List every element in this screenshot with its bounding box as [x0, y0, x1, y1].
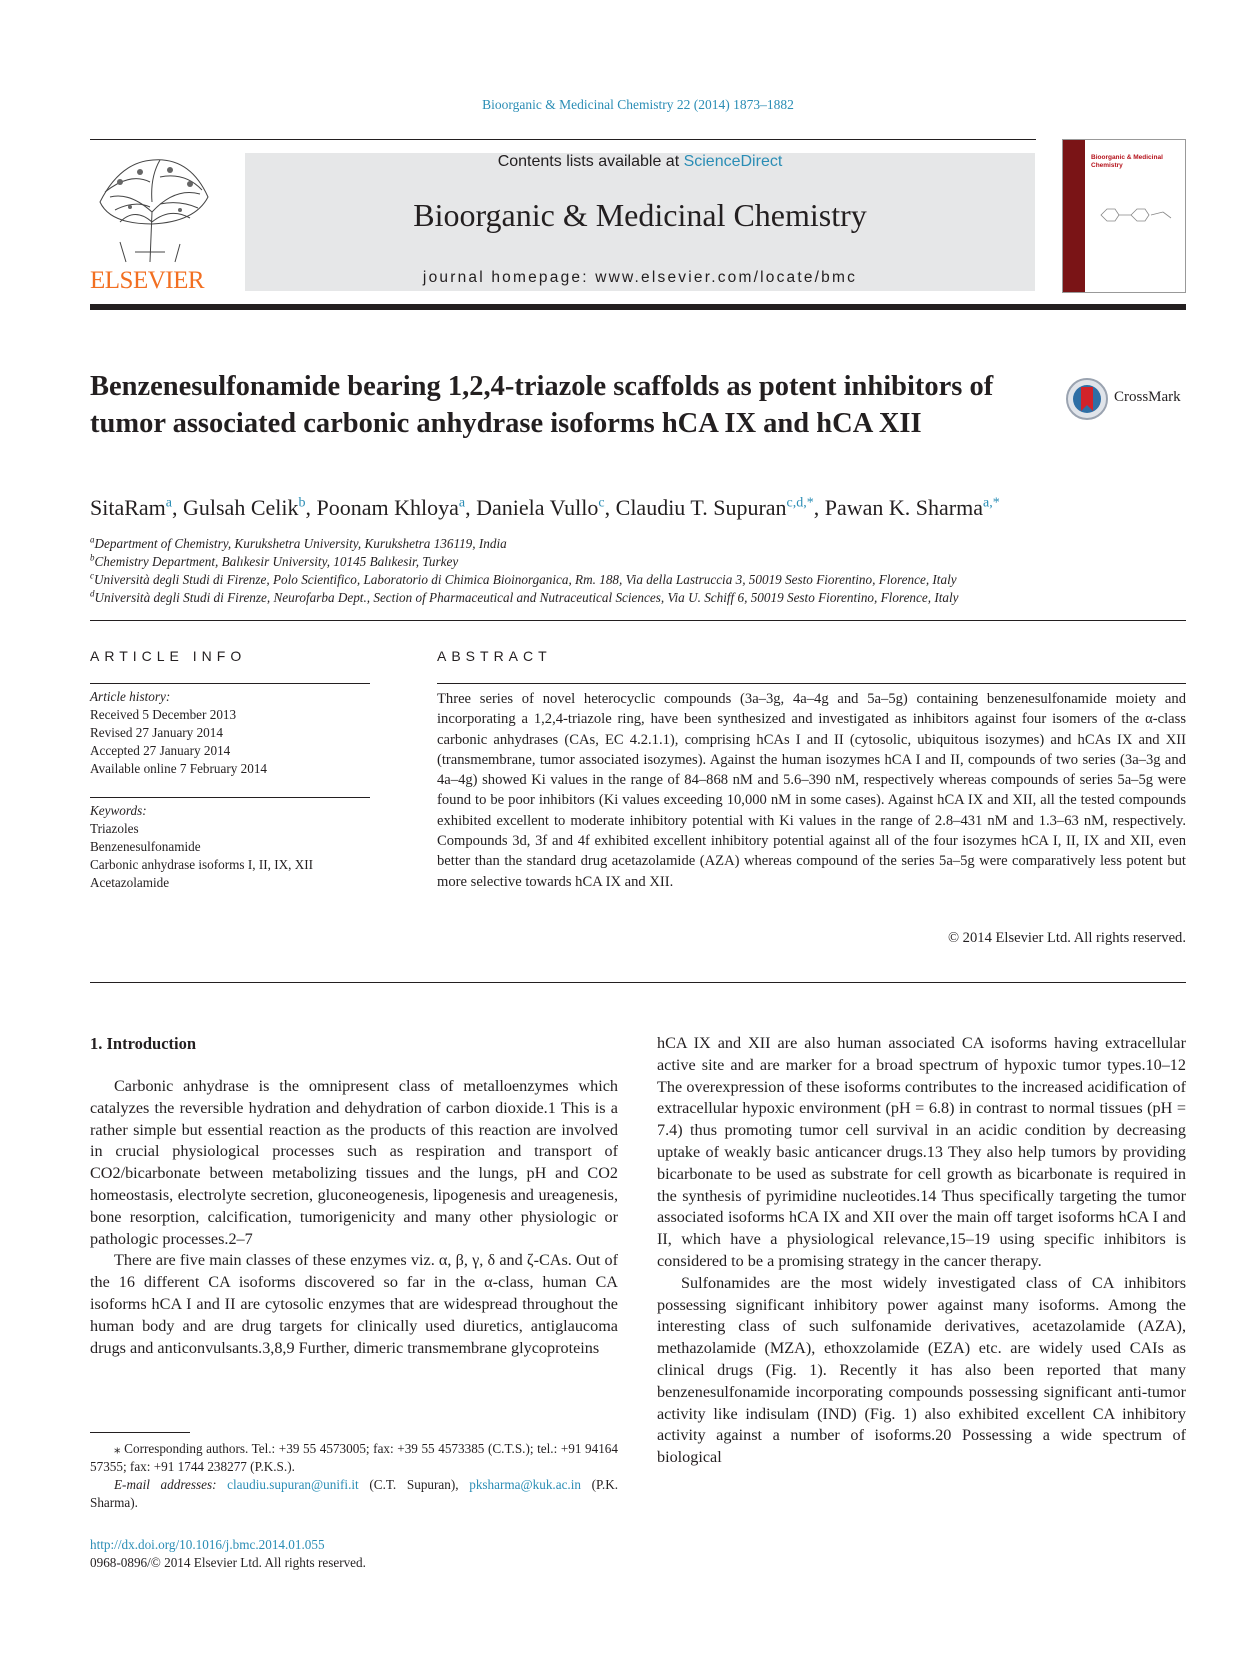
affiliation-key: d — [90, 588, 95, 599]
corresponding-authors-note: ⁎ Corresponding authors. Tel.: +39 55 4573005; fax: +39 55 4573385 (C.T.S.); tel.: +91 94164 57355; fax: +91 1744 238277 (P.K.S.). — [90, 1441, 618, 1474]
keywords — [90, 802, 380, 892]
keyword-item: Acetazolamide — [90, 875, 170, 890]
keywords-rule — [90, 797, 370, 798]
affiliation-text: Department of Chemistry, Kurukshetra University, Kurukshetra 136119, India — [94, 536, 507, 551]
affiliation-text: Chemistry Department, Balıkesir University, 10145 Balıkesir, Turkey — [94, 554, 459, 569]
intro-heading: 1. Introduction — [90, 1034, 197, 1053]
email-label: E-mail addresses: — [114, 1477, 217, 1492]
cover-molecule-icon — [1091, 200, 1181, 230]
intro-paragraph: hCA IX and XII are also human associated CA isoforms having extracellular active site and are marker for a broad spectrum of hypoxic tumor types.10–12 The overexpression of these isoforms contributes to the increased acidification of extracellular hypoxic environment (pH = 6.8) in contrast to normal tissues (pH = 7.4) thus promoting tumor cell survival in an acidic condition by decreasing uptake of weakly basic anticancer drugs.13 They also help tumors by providing bicarbonate to be used as substrate for cell growth as bicarbonate is required in the synthesis of pyrimidine nucleotides.14 Thus specifically targeting the tumor associated isoforms hCA IX and XII over the main off target isoforms hCA I and II, which have a physiological relevance,15–19 using specific inhibitors is considered to be a promising strategy in the cancer therapy. — [657, 1034, 1186, 1270]
history-item: Available online 7 February 2014 — [90, 761, 268, 776]
author: Claudiu T. Supuran — [615, 495, 787, 520]
affiliation-item — [90, 553, 1190, 571]
intro-paragraph: Carbonic anhydrase is the omnipresent class of metalloenzymes which catalyzes the reversible hydration and dehydration of carbon dioxide.1 This is a rather simple but essential reaction as the products of this reaction are involved in crucial physiological processes such as respiration and transport of CO2/bicarbonate between metabolizing tissues and the lungs, pH and CO2 homeostasis, electrolyte secretion, gluconeogenesis, lipogenesis and ureagenesis, bone resorption, calcification, tumorigenicity and many other physiologic or pathologic processes.2–7 — [90, 1077, 618, 1248]
article-title: Benzenesulfonamide bearing 1,2,4-triazole scaffolds as potent inhibitors of tumor associated carbonic anhydrase isoforms hCA IX and hCA XII — [90, 371, 994, 439]
article-history — [90, 688, 380, 778]
abstract-rule — [437, 683, 1186, 684]
footnote-rule — [90, 1432, 190, 1433]
author-affiliation-marker[interactable]: c,d,* — [786, 495, 814, 511]
author: Poonam Khloya — [316, 495, 459, 520]
author-affiliation-marker[interactable]: a — [165, 495, 172, 511]
affiliation-item — [90, 571, 1190, 589]
intro-right-column — [657, 1033, 1186, 1469]
affiliations — [90, 535, 1190, 607]
author: Pawan K. Sharma — [824, 495, 984, 520]
article-info-heading: ARTICLE INFO — [90, 648, 247, 664]
abstract-text: Three series of novel heterocyclic compounds (3a–3g, 4a–4g and 5a–5g) containing benzenesulfonamide moiety and incorporating a 1,2,4-triazole ring, have been synthesized and investigated as inhibitors against four isomers of the α-class carbonic anhydrases (CAs, EC 4.2.1.1), comprising hCAs I and II (cytosolic, ubiquitous isozymes) and hCAs IX and XII (transmembrane, tumor associated isozymes). Against the human isozymes hCA I and II, compounds of two series (3a–3g and 4a–4g) showed Ki values in the range of 84–868 nM and 5.6–390 nM, respectively whereas compounds of series 5a–5g were found to be poor inhibitors (Ki values exceeding 10,000 nM in some cases). Against hCA IX and XII, all the tested compounds exhibited excellent to moderate inhibitory potential with Ki values in the range of 2.8–431 nM and 1.3–63 nM, respectively. Compounds 3d, 3f and 4f exhibited excellent inhibitory potential against all of the four isozymes hCA I, II, IX and XII, even better than the standard drug acetazolamide (AZA) whereas compound of the series 5a–5g were comparatively less potent but more selective towards hCA IX and XII. — [437, 691, 1186, 890]
intro-paragraph: Sulfonamides are the most widely investigated class of CA inhibitors possessing significant inhibitory power against many isoforms. Among the interesting class of such sulfonamide derivatives, acetazolamide (AZA), methazolamide (MZA), ethoxzolamide (EZA) etc. are widely used CAIs as clinical drugs (Fig. 1). Recently it has also been reported that many benzenesulfonamide incorporating compounds possessing significant anti-tumor activity like indisulam (IND) (Fig. 1) also exhibited excellent CA inhibitory activity against a number of isoforms.20 Possessing a wide spectrum of biological — [657, 1273, 1186, 1467]
crossmark-icon — [1065, 377, 1109, 421]
cover-title: Bioorganic & Medicinal Chemistry — [1091, 154, 1163, 169]
footnote — [90, 1440, 618, 1512]
affiliation-key: a — [90, 534, 95, 545]
elsevier-logo — [90, 152, 216, 292]
affiliation-text: Università degli Studi di Firenze, Polo Scientifico, Laboratorio di Chimica Bioinorganica, Rm. 188, Via della Lastruccia 3, 50019 Sesto Fiorentino, Florence, Italy — [94, 572, 957, 587]
elsevier-wordmark: ELSEVIER — [90, 267, 205, 294]
author-list: SitaRam$^a$, Gulsah Celik$^b$, Poonam Khloya$^a$, Daniela Vullo$^c$, Claudiu T. Supuran$^{c,d,*}$, Pawan K. Sharma$^{a,*}$ — [90, 495, 1000, 520]
keyword-item: Triazoles — [90, 821, 139, 836]
journal-banner — [245, 153, 1035, 291]
affiliation-text: Università degli Studi di Firenze, Neurofarba Dept., Section of Pharmaceutical and Nutraceutical Sciences, Via U. Schiff 6, 50019 Sesto Fiorentino, Florence, Italy — [94, 590, 959, 605]
intro-paragraph: There are five main classes of these enzymes viz. α, β, γ, δ and ζ-CAs. Out of the 16 different CA isoforms discovered so far in the α-class, human CA isoforms hCA I and II are cytosolic enzymes that are widespread throughout the human body and are drug targets for clinically used diuretics, antiglaucoma drugs and anticonvulsants.3,8,9 Further, dimeric transmembrane glycoproteins — [90, 1251, 618, 1357]
keyword-item: Benzenesulfonamide — [90, 839, 201, 854]
author: SitaRam — [90, 495, 166, 520]
elsevier-tree-icon — [90, 152, 216, 264]
affiliation-key: c — [90, 570, 94, 581]
affiliation-key: b — [90, 552, 95, 563]
sciencedirect-link[interactable]: ScienceDirect — [683, 153, 783, 170]
abstract-heading: ABSTRACT — [437, 648, 552, 664]
author-affiliation-marker[interactable]: a — [458, 495, 466, 511]
doi-link[interactable]: http://dx.doi.org/10.1016/j.bmc.2014.01.055 — [90, 1537, 325, 1552]
journal-reference[interactable]: Bioorganic & Medicinal Chemistry 22 (2014) 1873–1882 — [482, 97, 794, 112]
email-link[interactable]: pksharma@kuk.ac.in — [469, 1477, 581, 1492]
history-label: Article history: — [90, 689, 171, 704]
keywords-label: Keywords: — [90, 803, 147, 818]
article-info-rule — [90, 683, 370, 684]
author-affiliation-marker[interactable]: c — [598, 495, 605, 511]
issn-copyright: 0968-0896/© 2014 Elsevier Ltd. All rights reserved. — [90, 1555, 366, 1570]
author-affiliation-marker[interactable]: b — [298, 495, 306, 511]
author: Gulsah Celik — [183, 495, 299, 520]
header-bottom-rule — [90, 304, 1186, 310]
affiliations-rule — [90, 620, 1186, 621]
abstract-bottom-rule — [90, 982, 1186, 983]
abstract-copyright: © 2014 Elsevier Ltd. All rights reserved. — [947, 930, 1186, 946]
history-item: Accepted 27 January 2014 — [90, 743, 231, 758]
contents-line — [245, 153, 1035, 171]
intro-left-column — [90, 1076, 618, 1359]
author-affiliation-marker[interactable]: a,* — [983, 495, 1000, 511]
email-owner: (P.K. Sharma). — [90, 1477, 619, 1510]
history-item: Received 5 December 2013 — [90, 707, 237, 722]
keyword-item: Carbonic anhydrase isoforms I, II, IX, XII — [90, 857, 314, 872]
email-link[interactable]: claudiu.supuran@unifi.it — [227, 1477, 359, 1492]
author: Daniela Vullo — [476, 495, 599, 520]
affiliation-item — [90, 589, 1190, 607]
header-top-rule — [90, 139, 1036, 140]
history-item: Revised 27 January 2014 — [90, 725, 223, 740]
crossmark-badge[interactable] — [1065, 377, 1190, 419]
journal-title: Bioorganic & Medicinal Chemistry — [413, 197, 867, 233]
crossmark-label: CrossMark — [1114, 389, 1181, 405]
cover-spine — [1063, 140, 1085, 292]
journal-homepage[interactable]: journal homepage: www.elsevier.com/locate/bmc — [422, 269, 858, 286]
email-line — [90, 1476, 618, 1512]
affiliation-item — [90, 535, 1190, 553]
journal-cover-thumbnail[interactable] — [1062, 139, 1186, 293]
email-owner: (C.T. Supuran), — [369, 1477, 459, 1492]
contents-prefix: Contents lists available at — [497, 153, 684, 170]
